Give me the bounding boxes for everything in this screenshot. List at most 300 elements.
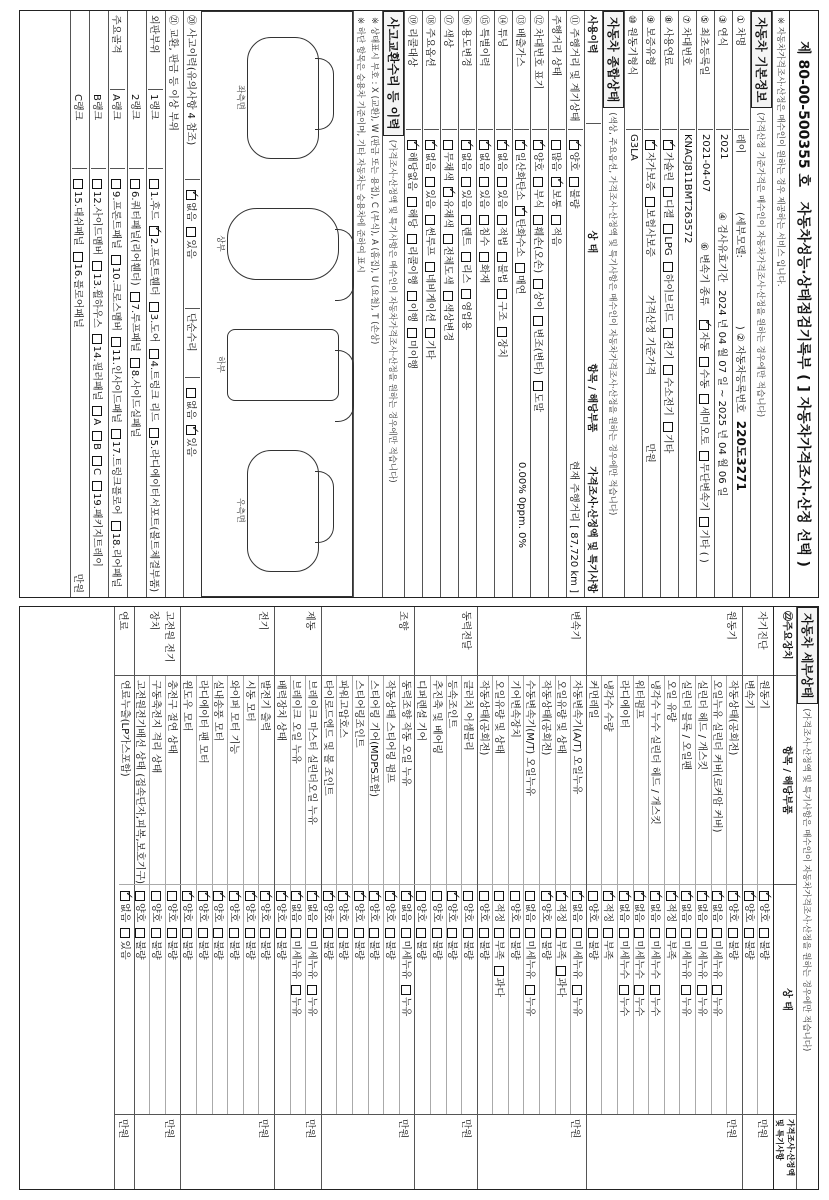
checkbox[interactable] [712,891,722,901]
checkbox[interactable] [494,891,504,901]
detail-item-name: 파워고압호스 [337,676,352,885]
checkbox[interactable] [245,928,255,938]
year: 2021 [718,134,729,160]
checkbox[interactable] [369,891,379,901]
detail-group-manwon: 만원 [587,1114,742,1189]
checkbox[interactable] [74,179,84,189]
option-label: 불량 [446,940,458,960]
checkbox[interactable] [260,891,270,901]
checkbox[interactable] [650,891,660,901]
checkbox[interactable] [663,187,673,197]
checkbox[interactable] [425,262,435,272]
checkbox[interactable] [697,928,707,938]
detail-item [601,676,617,1114]
overall-row [404,11,422,597]
car-right-icon [247,450,319,572]
option-label: 없음 [305,903,317,923]
checkbox[interactable] [645,197,655,207]
overall-col-status: 상 태 [586,230,597,254]
option-label: 미세누유 [524,940,536,979]
checkbox[interactable] [323,928,333,938]
detail-item-name: 추진축 및 베어링 [431,676,446,885]
checkbox[interactable] [569,177,579,187]
detail-item [322,676,337,1114]
checkbox[interactable] [307,928,317,938]
checkbox[interactable] [407,328,417,338]
option-label: 2.프론트휀더 [148,237,160,296]
checkbox[interactable] [385,928,395,938]
detail-item-name: 작동상태(공회전) [540,676,555,885]
checkbox[interactable] [497,215,507,225]
option-label: 미세누수 [633,940,645,979]
checkbox[interactable] [497,140,507,150]
checkbox[interactable] [93,334,103,344]
option-label: 침수 [478,226,489,246]
checkbox[interactable] [260,928,270,938]
overall-col-item: 사용이력 [586,11,601,124]
checkbox[interactable] [291,985,301,995]
overall-row [494,11,512,597]
option-label: 없음 [695,903,707,923]
detail-item [679,676,695,1114]
checkbox[interactable] [588,928,598,938]
option-label: 미세누유 [399,940,411,979]
detail-item [726,676,742,1114]
rankB-options [92,169,107,571]
checkbox[interactable] [307,891,317,901]
checkbox[interactable] [619,928,629,938]
checkbox[interactable] [443,187,453,197]
checkbox[interactable] [699,394,709,404]
detail-item-name: 동력조향 작동 오일 누유 [400,676,415,885]
checkbox[interactable] [744,928,754,938]
checkbox[interactable] [497,177,507,187]
option-label: 보통 [550,189,561,209]
checkbox[interactable] [447,928,457,938]
detail-group-name: 변속기 [478,607,586,676]
checkbox[interactable] [699,451,709,461]
checkbox[interactable] [338,891,348,901]
checkbox[interactable] [681,891,691,901]
checkbox[interactable] [291,891,301,901]
option-label: 불량 [212,940,224,960]
checkbox[interactable] [186,425,196,435]
checkbox[interactable] [551,177,561,187]
checkbox[interactable] [213,928,223,938]
checkbox[interactable] [131,292,141,302]
checkbox[interactable] [479,215,489,225]
checkbox[interactable] [497,252,507,262]
option-label: 적음 [550,226,561,246]
checkbox[interactable] [354,891,364,901]
checkbox[interactable] [525,985,535,995]
checkbox[interactable] [461,215,471,225]
overall-row-options [514,130,529,458]
checkbox[interactable] [425,177,435,187]
checkbox[interactable] [572,891,582,901]
detail-item [539,676,555,1114]
option-label: 불량 [430,940,442,960]
detail-item-name: 냉각수 누수 실린더 헤드 / 개스킷 [649,676,664,885]
checkbox[interactable] [198,928,208,938]
checkbox[interactable] [510,928,520,938]
checkbox[interactable] [213,891,223,901]
checkbox[interactable] [479,140,489,150]
checkbox[interactable] [151,928,161,938]
option-label: 불량 [383,940,395,960]
option-label: 일산화탄소 [514,152,525,201]
detail-item-name: 스티어링조인트 [353,676,368,885]
checkbox[interactable] [533,140,543,150]
checkbox[interactable] [603,928,613,938]
overall-col-note: 항목 / 해당부품 [586,363,597,433]
option-label: 불량 [477,940,489,960]
checkbox[interactable] [497,327,507,337]
checkbox[interactable] [681,985,691,995]
checkbox[interactable] [497,289,507,299]
overall-row [422,11,440,597]
checkbox[interactable] [131,179,141,189]
form-subtitle: ※ 자동차가격조사·산정은 매수인이 원하는 경우 제공하는 서비스 입니다. [772,11,789,597]
detail-item-name: 오일 유량 [665,676,680,885]
checkbox[interactable] [323,891,333,901]
overall-row [566,11,584,597]
option-label: 15.대쉬패널 [72,191,84,246]
detail-item [478,676,493,1114]
checkbox[interactable] [541,928,551,938]
option-label: 있음 [424,189,435,209]
checkbox[interactable] [135,928,145,938]
checkbox[interactable] [645,140,655,150]
checkbox[interactable] [699,357,709,367]
option-label: 누유 [290,996,302,1017]
checkbox[interactable] [407,197,417,207]
checkbox[interactable] [699,517,709,527]
checkbox[interactable] [425,215,435,225]
checkbox[interactable] [663,422,673,432]
detail-item-name: 시동 모터 [244,676,259,885]
checkbox[interactable] [663,328,673,338]
checkbox[interactable] [150,226,160,236]
option-label: 불량 [337,940,349,960]
option-label: B [91,443,103,451]
checkbox[interactable] [354,928,364,938]
detail-heading-note: (가격조사·산정액 및 특기사항은 매수인이 자동차가격조사·산정을 원하는 경우에만 적습니다) [801,708,812,1052]
option-label: 불량 [727,940,739,960]
checkbox[interactable] [447,891,457,901]
checkbox[interactable] [245,891,255,901]
checkbox[interactable] [443,140,453,150]
checkbox[interactable] [93,431,103,441]
checkbox[interactable] [663,365,673,375]
detail-groups [114,607,773,1189]
option-label: 양호 [742,903,754,923]
first-reg: 2021-04-07 [700,134,711,193]
detail-col-item: 항목 / 해당부품 [774,676,796,885]
option-label: 과다 [493,977,505,997]
checkbox[interactable] [416,928,426,938]
checkbox[interactable] [634,891,644,901]
option-label: 적정 [555,903,567,923]
detail-item-name: 스티어링 기어(MDPS포함) [368,676,383,885]
checkbox[interactable] [443,234,453,244]
option-label: 있음 [185,437,196,457]
option-label: 19.패키지트레이 [91,493,103,567]
checkbox[interactable] [666,891,676,901]
option-label: 양호 [196,903,208,923]
checkbox[interactable] [603,891,613,901]
checkbox[interactable] [619,985,629,995]
checkbox[interactable] [525,928,535,938]
checkbox[interactable] [112,337,122,347]
fuel-options [662,130,677,457]
checkbox[interactable] [463,928,473,938]
checkbox[interactable] [551,215,561,225]
diagram-label-top: 상부 [215,235,225,252]
checkbox[interactable] [93,481,103,491]
option-label: 1.후드 [148,191,160,220]
checkbox[interactable] [728,928,738,938]
option-label: 미세누수 [617,940,629,979]
checkbox[interactable] [112,521,122,531]
checkbox[interactable] [307,985,317,995]
detail-item [165,676,181,1114]
option-label: 불량 [352,940,364,960]
checkbox[interactable] [551,140,561,150]
checkbox[interactable] [182,891,192,901]
detail-group [321,607,415,1189]
checkbox[interactable] [479,252,489,262]
checkbox[interactable] [401,928,411,938]
detail-item-name: 구동축전지 격리 상태 [150,676,165,885]
accident-q3-label: ㉑ 교환, 판금 등 이상 부위 [167,15,178,132]
checkbox[interactable] [588,891,598,901]
checkbox[interactable] [338,928,348,938]
detail-item-state [212,885,227,1114]
checkbox[interactable] [120,928,130,938]
checkbox[interactable] [150,302,160,312]
option-label: 보험사보증 [644,208,655,257]
option-label: 변조(변타) [532,328,543,375]
checkbox[interactable] [291,928,301,938]
checkbox[interactable] [759,928,769,938]
checkbox[interactable] [198,891,208,901]
checkbox[interactable] [167,891,177,901]
checkbox[interactable] [619,891,629,901]
checkbox[interactable] [533,279,543,289]
detail-item-state [493,885,508,1114]
detail-item-name: 연료누출(LP가스포함) [119,676,134,885]
checkbox[interactable] [494,966,504,976]
option-label: 불법 [496,263,507,284]
checkbox[interactable] [681,928,691,938]
checkbox[interactable] [432,928,442,938]
option-label: 없음 [424,152,435,172]
option-label: 썬루프 [424,226,435,256]
detail-item-state [509,885,524,1114]
checkbox[interactable] [150,179,160,189]
option-label: 있음 [185,239,196,259]
checkbox[interactable] [744,891,754,901]
detail-group [414,607,476,1189]
checkbox[interactable] [407,140,417,150]
option-label: 9.프론트패널 [110,191,122,249]
checkbox[interactable] [461,289,471,299]
checkbox[interactable] [463,891,473,901]
checkbox[interactable] [407,291,417,301]
checkbox[interactable] [759,891,769,901]
checkbox[interactable] [112,255,122,265]
checkbox[interactable] [728,891,738,901]
option-label: 전체도색 [442,245,453,285]
option-label: 적법 [496,226,507,246]
checkbox[interactable] [634,985,644,995]
checkbox[interactable] [150,349,160,359]
checkbox[interactable] [634,928,644,938]
detail-item-state [587,885,602,1114]
checkbox[interactable] [712,985,722,995]
detail-item-state [322,885,337,1114]
option-label: 없음 [617,903,629,923]
option-label: 11.인사이드패널 [110,349,122,423]
checkbox[interactable] [120,891,130,901]
checkbox[interactable] [697,985,707,995]
checkbox[interactable] [443,291,453,301]
detail-group-name: 제동 [275,607,321,676]
checkbox[interactable] [385,891,395,901]
checkbox[interactable] [541,891,551,901]
option-label: 전기 [662,339,673,360]
checkbox[interactable] [186,227,196,237]
overall-row-options [424,130,439,458]
checkbox[interactable] [572,928,582,938]
first-reg-label: ⑤ 최초등록일 [698,11,713,130]
option-label: 불량 [321,940,333,960]
checkbox[interactable] [461,252,471,262]
overall-heading-note: (색상, 주요옵션, 가격조사·산정액 및 특기사항은 매수인이 자동차가격조사·산정을 원하는 경우에만 적습니다) [607,112,618,516]
checkbox[interactable] [182,928,192,938]
checkbox[interactable] [533,215,543,225]
detail-group [180,607,274,1189]
checkbox[interactable] [556,891,566,901]
checkbox[interactable] [151,891,161,901]
detail-item-name: 실린더 블록 / 오일팬 [680,676,695,885]
checkbox[interactable] [510,891,520,901]
overall-row-options [532,130,547,458]
overall-row-options [442,130,457,458]
detail-item-state [259,885,274,1114]
checkbox[interactable] [93,261,103,271]
checkbox[interactable] [150,428,160,438]
overall-row [530,11,548,597]
checkbox[interactable] [569,140,579,150]
option-label: 누유 [524,996,536,1017]
checkbox[interactable] [276,928,286,938]
checkbox[interactable] [556,966,566,976]
checkbox[interactable] [479,891,489,901]
checkbox[interactable] [479,177,489,187]
checkbox[interactable] [229,928,239,938]
checkbox[interactable] [186,190,196,200]
checkbox[interactable] [229,891,239,901]
detail-item [664,676,680,1114]
checkbox[interactable] [276,891,286,901]
checkbox[interactable] [479,928,489,938]
detail-item-name: 원동기 [758,676,773,885]
option-label: 있음 [478,189,489,209]
checkbox[interactable] [556,928,566,938]
checkbox[interactable] [650,985,660,995]
checkbox[interactable] [533,381,543,391]
checkbox[interactable] [167,928,177,938]
option-label: 부족 [493,940,505,960]
detail-item-state [181,885,196,1114]
checkbox[interactable] [533,177,543,187]
checkbox[interactable] [666,928,676,938]
checkbox[interactable] [515,140,525,150]
checkbox[interactable] [699,320,709,330]
detail-item-state [384,885,399,1114]
checkbox[interactable] [112,429,122,439]
option-label: 누수 [649,996,661,1017]
checkbox[interactable] [74,252,84,262]
checkbox[interactable] [135,891,145,901]
option-label: 없음 [680,903,692,923]
checkbox[interactable] [663,140,673,150]
checkbox[interactable] [425,328,435,338]
checkbox[interactable] [93,456,103,466]
checkbox[interactable] [494,928,504,938]
option-label: 양호 [212,903,224,923]
checkbox[interactable] [663,224,673,234]
checkbox[interactable] [461,177,471,187]
option-label: 기타 ( ) [698,529,709,563]
checkbox[interactable] [515,206,525,216]
detail-item-state [368,885,383,1114]
checkbox[interactable] [572,985,582,995]
option-label: 하이브리드 [662,273,673,322]
option-label: 양호 [228,903,240,923]
checkbox[interactable] [525,891,535,901]
checkbox[interactable] [131,358,141,368]
detail-item-state [150,885,165,1114]
checkbox[interactable] [407,234,417,244]
checkbox[interactable] [663,262,673,272]
checkbox[interactable] [697,891,707,901]
detail-item-name: 디퍼렌셜 기어 [415,676,430,885]
detail-item-state [555,885,570,1114]
checkbox[interactable] [401,891,411,901]
checkbox[interactable] [533,316,543,326]
checkbox[interactable] [432,891,442,901]
checkbox[interactable] [112,179,122,189]
checkbox[interactable] [650,928,660,938]
checkbox[interactable] [401,985,411,995]
checkbox[interactable] [425,140,435,150]
checkbox[interactable] [416,891,426,901]
checkbox[interactable] [186,388,196,398]
checkbox[interactable] [712,928,722,938]
checkbox[interactable] [93,179,103,189]
detail-group-manwon: 만원 [275,1114,321,1189]
checkbox[interactable] [461,140,471,150]
detail-item-state [524,885,539,1114]
checkbox[interactable] [369,928,379,938]
checkbox[interactable] [93,406,103,416]
detail-group-manwon: 만원 [322,1114,415,1189]
option-label: 색상변경 [442,302,453,342]
checkbox[interactable] [515,263,525,273]
